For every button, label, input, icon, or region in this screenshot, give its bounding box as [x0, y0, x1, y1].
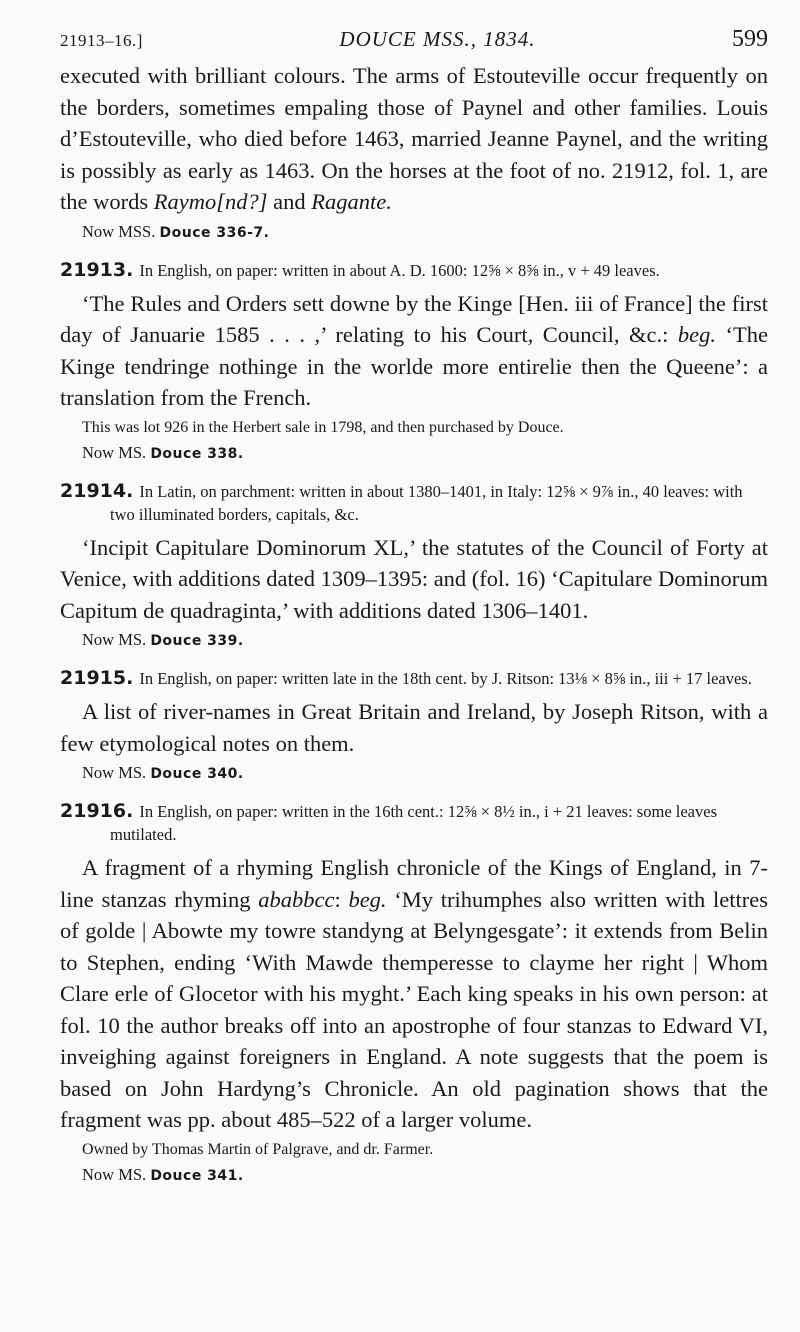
entry-heading: [60, 800, 768, 846]
shelfmark: [82, 1163, 768, 1188]
entry-body-italic: beg.: [348, 886, 387, 912]
entry-body-text: :: [334, 886, 349, 912]
shelfmark: [82, 628, 768, 653]
shelfmark-prefix: Now MS.: [82, 763, 147, 782]
provenance-note: Owned by Thomas Martin of Palgrave, and dr. Farmer.: [82, 1140, 434, 1158]
shelfmark: [82, 220, 768, 245]
shelfmark-prefix: Now MS.: [82, 442, 147, 462]
intro-italic-text: Raymo[nd?]: [153, 189, 268, 214]
entry-number: 21916.: [60, 800, 134, 822]
entry-heading: [60, 259, 768, 282]
entry-body: ‘Incipit Capitulare Dominorum XL,’ the statutes of the Council of Forty at Venice, with additions dated 1309–1395: and (fol. 16) ‘Capitulare Dominorum Capitum de quadraginta,’ with additions dated 1306–1401.: [60, 534, 768, 623]
shelfmark-value: Douce 341.: [150, 1167, 244, 1184]
continued-paragraph: [60, 60, 768, 218]
shelfmark: [82, 441, 768, 466]
entry-number: 21915.: [60, 667, 134, 689]
intro-text: and: [267, 189, 312, 214]
provenance-note: This was lot 926 in the Herbert sale in 1798, and then purchased by Douce.: [82, 418, 564, 436]
entry-description: In English, on paper: written late in the 18th cent. by J. Ritson: 13⅛ × 8⅝ in., iii + 17 leaves.: [139, 669, 752, 688]
entry-body: A list of river-names in Great Britain and Ireland, by Joseph Ritson, with a few etymological notes on them.: [60, 699, 768, 756]
entry-body-text: A fragment of a rhyming English chronicle of the Kings of England, in 7-line stanzas rhyming: [60, 855, 768, 912]
shelfmark-value: Douce 339.: [150, 633, 244, 649]
shelfmark-value: Douce 338.: [150, 445, 244, 462]
shelfmark-value: Douce 340.: [150, 766, 244, 782]
entry-range: 21913–16.]: [60, 31, 143, 50]
shelfmark-prefix: Now MSS.: [82, 221, 156, 241]
entry-description: In English, on paper: written in about A. D. 1600: 12⅝ × 8⅝ in., v + 49 leaves.: [139, 260, 660, 280]
entry-number: 21914.: [60, 479, 134, 502]
entry-heading: [60, 667, 768, 690]
running-head: [60, 26, 768, 60]
shelfmark: [82, 761, 768, 786]
entry-description: In English, on paper: written in the 16th cent.: 12⅝ × 8½ in., i + 21 leaves: some leaves mutilated.: [110, 802, 717, 844]
entry-description: In Latin, on parchment: written in about 1380–1401, in Italy: 12⅝ × 9⅞ in., 40 leaves: with two illuminated borders, capitals, &c.: [110, 481, 743, 524]
page-number: 599: [732, 26, 768, 52]
entry-body: [60, 852, 768, 1136]
entry-body-text: ‘The Kinge tendringe nothinge in the worlde more entirelie then the Queene’: a translation from the French.: [60, 322, 768, 410]
entry-body-text: ‘The Rules and Orders sett downe by the Kinge [Hen. iii of France] the first day of Januarie 1585 . . . ,’ relating to his Court, Council, &c.:: [60, 290, 768, 347]
entry-heading: [60, 480, 768, 526]
shelfmark-prefix: Now MS.: [82, 630, 147, 649]
intro-italic-text: Ragante.: [311, 189, 392, 214]
entry-number: 21913.: [60, 258, 134, 281]
intro-text: executed with brilliant colours. The arms of Estouteville occur frequently on the borders, sometimes empaling those of Paynel and other families. Louis d’Estouteville, who died before 1463, married Jeanne Paynel, and the writing is possibly as early as 1463. On the horses at the foot of no. 21912, fol. 1, are the words: [60, 63, 768, 214]
shelfmark-value: Douce 336-7.: [159, 224, 270, 241]
entry-body-text: ‘My trihumphes also written with lettres of golde | Abowte my towre standyng at Belyngesgate’: it extends from Belin to Stephen, ending ‘With Mawde themperesse to clayme her right | Whom Clare erle of Glocetor with his myght.’ Each king speaks in his own person: at fol. 10 the author breaks off into an apostrophe of four stanzas to Edward VI, inveighing against foreigners in England. A note suggests that the poem is based on John Hardyng’s Chronicle. An old pagination shows that the fragment was pp. about 485–522 of a larger volume.: [60, 886, 768, 1132]
entry-body: [60, 288, 768, 414]
shelfmark-prefix: Now MS.: [82, 1164, 147, 1184]
entry-body-italic: beg.: [677, 322, 717, 347]
entry-body-italic: ababbcc: [258, 886, 335, 912]
running-title: DOUCE MSS., 1834.: [339, 27, 536, 51]
